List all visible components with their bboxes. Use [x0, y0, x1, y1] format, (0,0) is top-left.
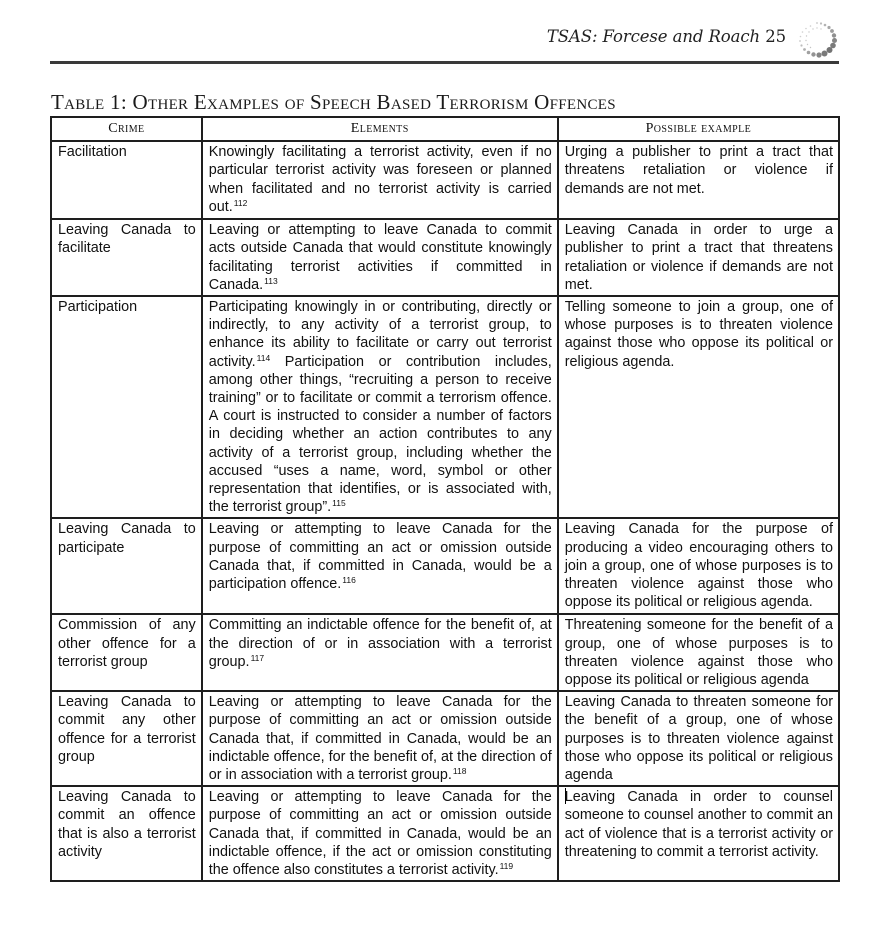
table-title: Table 1: Other Examples of Speech Based Terrorism Offences: [51, 90, 616, 114]
footnote-ref[interactable]: 119: [499, 861, 514, 872]
example-cell: Urging a publisher to print a tract that threatens retaliation or violence if demands are not met.: [558, 141, 839, 219]
crime-cell: Leaving Canada to commit an offence that is also a terrorist activity: [51, 786, 202, 881]
column-header-possible-example: Possible example: [558, 117, 839, 141]
example-text: Leaving Canada in order to counsel someone to counsel another to commit an act of violence that is a terrorist activity or threatening to commit a terrorist activity.: [564, 789, 833, 860]
footnote-ref[interactable]: 118: [452, 766, 467, 777]
elements-cell: [202, 296, 558, 518]
crime-cell: Participation: [51, 296, 202, 518]
elements-text: Leaving or attempting to leave Canada for the purpose of committing an act or omission outside Canada that, if committed in Canada, would be an indictable offence, if the act or omission constituting the offence also constitutes a terrorist activity.: [208, 789, 552, 879]
elements-cell: [202, 691, 558, 786]
table-row: [51, 786, 839, 881]
elements-cell: [202, 518, 558, 614]
footnote-ref[interactable]: 112: [233, 197, 248, 208]
table-row: [51, 296, 839, 518]
crime-cell: Leaving Canada to commit any other offence for a terrorist group: [51, 691, 202, 786]
table-row: [51, 691, 839, 786]
elements-text: Leaving or attempting to leave Canada for the purpose of committing an act or omission outside Canada that, if committed in Canada, would be a participation offence.: [208, 521, 552, 593]
example-cell[interactable]: [558, 786, 839, 881]
elements-text: Leaving or attempting to leave Canada for the purpose of committing an act or omission outside Canada that, if committed in Canada, would be an indictable offence, for the benefit of, at the direction of or in association with a terrorist group.: [208, 694, 552, 784]
elements-text: Committing an indictable offence for the benefit of, at the direction of or in association with a terrorist group.: [208, 617, 552, 670]
table-row: [51, 614, 839, 691]
elements-text: Participating knowingly in or contributing, directly or indirectly, to any activity of a terrorist group, to enhance its ability to facilitate or carry out terrorist activity.: [208, 299, 552, 370]
elements-cell: [202, 614, 558, 691]
crime-cell: Leaving Canada to facilitate: [51, 219, 202, 296]
running-head-title: TSAS: Forcese and Roach: [546, 27, 761, 46]
page-number: 25: [765, 27, 786, 46]
running-head: [547, 27, 786, 46]
table-row: [51, 141, 839, 219]
crime-cell: Facilitation: [51, 141, 202, 219]
footnote-ref[interactable]: 117: [250, 652, 265, 663]
column-header-crime: Crime: [51, 117, 202, 141]
elements-cell: [202, 141, 558, 219]
example-cell: Leaving Canada in order to urge a publisher to print a tract that threatens retaliation or violence if demands are not met.: [558, 219, 839, 296]
footnote-ref[interactable]: 113: [264, 275, 278, 286]
elements-cell: [202, 786, 558, 881]
table-row: [51, 518, 839, 614]
footnote-ref[interactable]: 115: [332, 498, 346, 509]
example-cell: Telling someone to join a group, one of whose purposes is to threaten violence against those who oppose its political or religious agenda.: [558, 296, 839, 518]
column-header-elements: Elements: [202, 117, 558, 141]
table-header-row: [51, 117, 839, 141]
elements-text-continued: Participation or contribution includes, among other things, “recruiting a person to receive training” or to facilitate or commit a terrorism offence. A court is instructed to consider a number of factors in deciding whether an action contributes to any activity of a terrorist group, including whether the accused “uses a name, word, symbol or other representation that identifies, or is associated with, the terrorist group”.: [208, 353, 552, 516]
footnote-ref[interactable]: 114: [256, 352, 271, 363]
example-cell: Leaving Canada for the purpose of producing a video encouraging others to join a group, one of whose purposes is to threaten violence against those who oppose its political or religious agenda.: [558, 518, 839, 614]
elements-cell: [202, 219, 558, 296]
header-rule: [50, 61, 839, 64]
example-cell: Threatening someone for the benefit of a group, one of whose purposes is to threaten violence against those who oppose its political or religious agenda: [558, 614, 839, 691]
elements-text: Knowingly facilitating a terrorist activity, even if no particular terrorist activity was foreseen or planned when facilitated and no terrorist activity is carried out.: [208, 144, 552, 215]
elements-text: Leaving or attempting to leave Canada to commit acts outside Canada that would constitute knowingly facilitating terrorist activities if committed in Canada.: [208, 222, 552, 293]
crime-cell: Commission of any other offence for a terrorist group: [51, 614, 202, 691]
offences-table: [50, 116, 840, 882]
footnote-ref[interactable]: 116: [342, 575, 356, 586]
table-row: [51, 219, 839, 296]
example-cell: Leaving Canada to threaten someone for the benefit of a group, one of whose purposes is to threaten violence against those who oppose its political or religious agenda: [558, 691, 839, 786]
tsas-spiral-logo-icon: [795, 19, 839, 61]
crime-cell: Leaving Canada to participate: [51, 518, 202, 614]
page-header: [0, 0, 874, 70]
